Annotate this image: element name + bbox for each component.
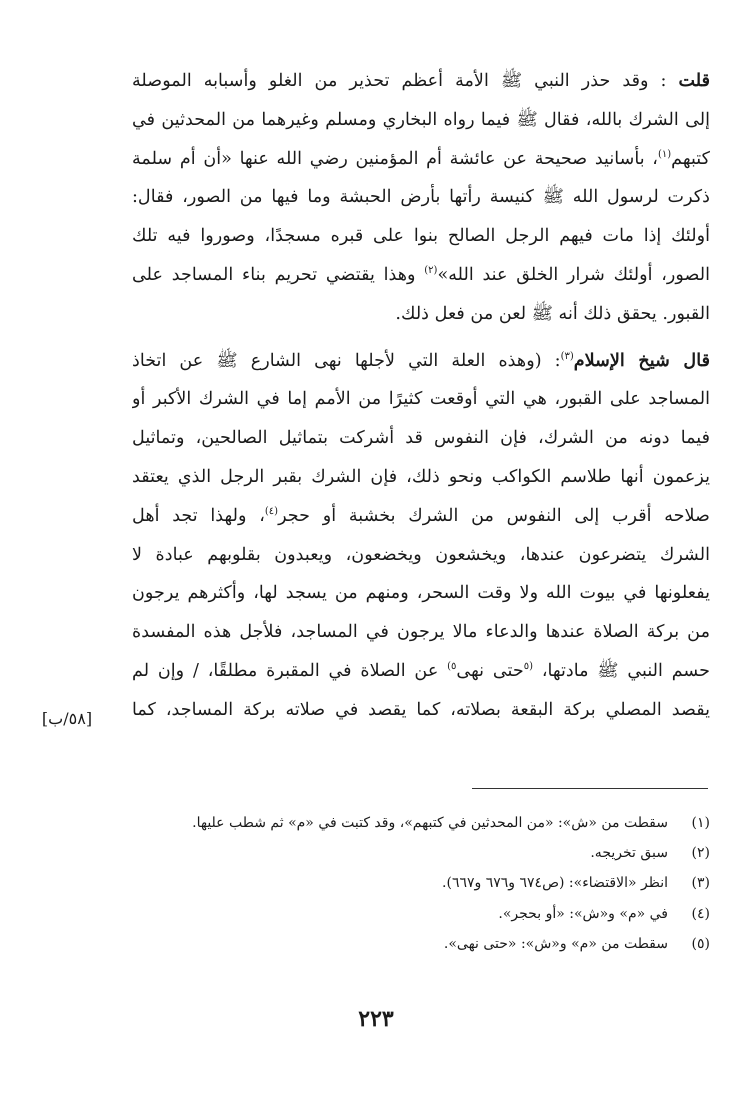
footnote-ref: (٤) bbox=[264, 505, 279, 517]
footnote-number: (١) bbox=[691, 815, 710, 831]
text-line: صلاحه أقرب إلى النفوس من الشرك بخشبة أو حجر$^{(٤)}$، ولهذا تجد أهل bbox=[132, 505, 710, 526]
footnote-item bbox=[132, 838, 710, 868]
text-line: الصور، أولئك شرار الخلق عند الله»$^{(٢)}$ وهذا يقتضي تحريم بناء المساجد على bbox=[132, 264, 710, 285]
footnote-text: انظر «الاقتضاء»: (ص٦٧٤ و٦٧٦ و٦٦٧). bbox=[442, 875, 668, 892]
text-line: المساجد على القبور، هي التي أوقعت كثيرًا من الأمم إما في الشرك الأكبر أو bbox=[132, 389, 710, 410]
text-line: يقصد المصلي بركة البقعة بصلاته، كما يقصد في صلاته بركة المساجد، كما bbox=[132, 699, 710, 720]
footnote-number: (٢) bbox=[691, 845, 710, 862]
footnote-number: (٤) bbox=[691, 905, 710, 922]
text-line: فيما دونه من الشرك، فإن النفوس قد أشركت بتماثيل الصالحين، وتماثيل bbox=[132, 428, 710, 449]
footnote-item bbox=[132, 868, 710, 898]
text-line: أولئك إذا مات فيهم الرجل الصالح بنوا على قبره مسجدًا، وصوروا فيه تلك bbox=[132, 226, 710, 247]
main-text bbox=[132, 62, 710, 730]
manuscript-folio-ref: [٥٨/ب] bbox=[41, 709, 93, 728]
footnote-item bbox=[132, 899, 710, 929]
text-line: إلى الشرك بالله، فقال ﷺ فيما رواه البخاري ومسلم وغيرهما من المحدثين في bbox=[132, 109, 710, 130]
footnote-text: سبق تخريجه. bbox=[590, 845, 668, 862]
text-line: كتبهم$^{(١)}$، بأسانيد صحيحة عن عائشة أم المؤمنين رضي الله عنها «أن أم سلمة bbox=[132, 148, 710, 169]
text-line: من بركة الصلاة عندها والدعاء مالا يرجون في المساجد، فلأجل هذه المفسدة bbox=[132, 622, 710, 643]
footnote-number: (٣) bbox=[691, 875, 710, 892]
footnote-text: سقطت من «م» و«ش»: «حتى نهى». bbox=[443, 935, 668, 952]
footnotes bbox=[132, 808, 710, 959]
footnote-item bbox=[132, 808, 710, 838]
text-line: يزعمون أنها طلاسم الكواكب ونحو ذلك، فإن الشرك بقبر الرجل الذي يعتقد bbox=[132, 466, 710, 487]
footnote-text: سقطت من «ش»: «من المحدثين في كتبهم»، وقد كتبت في «م» ثم شطب عليها. bbox=[192, 815, 668, 831]
text-line: يفعلونها في بيوت الله ولا وقت السحر، ومنهم من يسجد لها، وأكثرهم يرجون bbox=[132, 583, 710, 604]
footnote-ref: (٣) bbox=[560, 350, 574, 362]
paragraph-label: قال شيخ الإسلام bbox=[573, 349, 710, 371]
text-line: الشرك يتضرعون عندها، ويخشعون ويخضعون، ويعبدون بقلوبهم عبادة لا bbox=[132, 544, 710, 565]
text-line: ذكرت لرسول الله ﷺ كنيسة رأتها بأرض الحبشة وما فيها من الصور، فقال: bbox=[132, 187, 710, 208]
footnote-text: في «م» و«ش»: «أو بحجر». bbox=[498, 905, 668, 922]
page-number: ٢٢٣ bbox=[358, 1006, 394, 1032]
footnote-item bbox=[132, 929, 710, 959]
footnote-ref: (١) bbox=[657, 148, 672, 160]
text-line: حسم النبي ﷺ مادتها، $^{(٥}$حتى نهى$^{٥)}$ عن الصلاة في المقبرة مطلقًا، / وإن لم bbox=[132, 660, 710, 681]
paragraph-label: قلت bbox=[678, 70, 710, 91]
text-line: القبور. يحقق ذلك أنه ﷺ لعن من فعل ذلك. bbox=[395, 303, 710, 324]
text-line: قلت : وقد حذر النبي ﷺ الأمة أعظم تحذير من الغلو وأسبابه الموصلة bbox=[132, 70, 710, 91]
footnote-number: (٥) bbox=[691, 935, 710, 952]
footnote-divider bbox=[472, 788, 708, 789]
footnote-ref: (٢) bbox=[424, 265, 438, 277]
text-line: قال شيخ الإسلام$^{(٣)}$: (وهذه العلة التي لأجلها نهى الشارع ﷺ عن اتخاذ bbox=[132, 349, 710, 371]
footnote-marker: ٥) bbox=[447, 661, 457, 673]
footnote-marker: (٥ bbox=[523, 661, 534, 673]
